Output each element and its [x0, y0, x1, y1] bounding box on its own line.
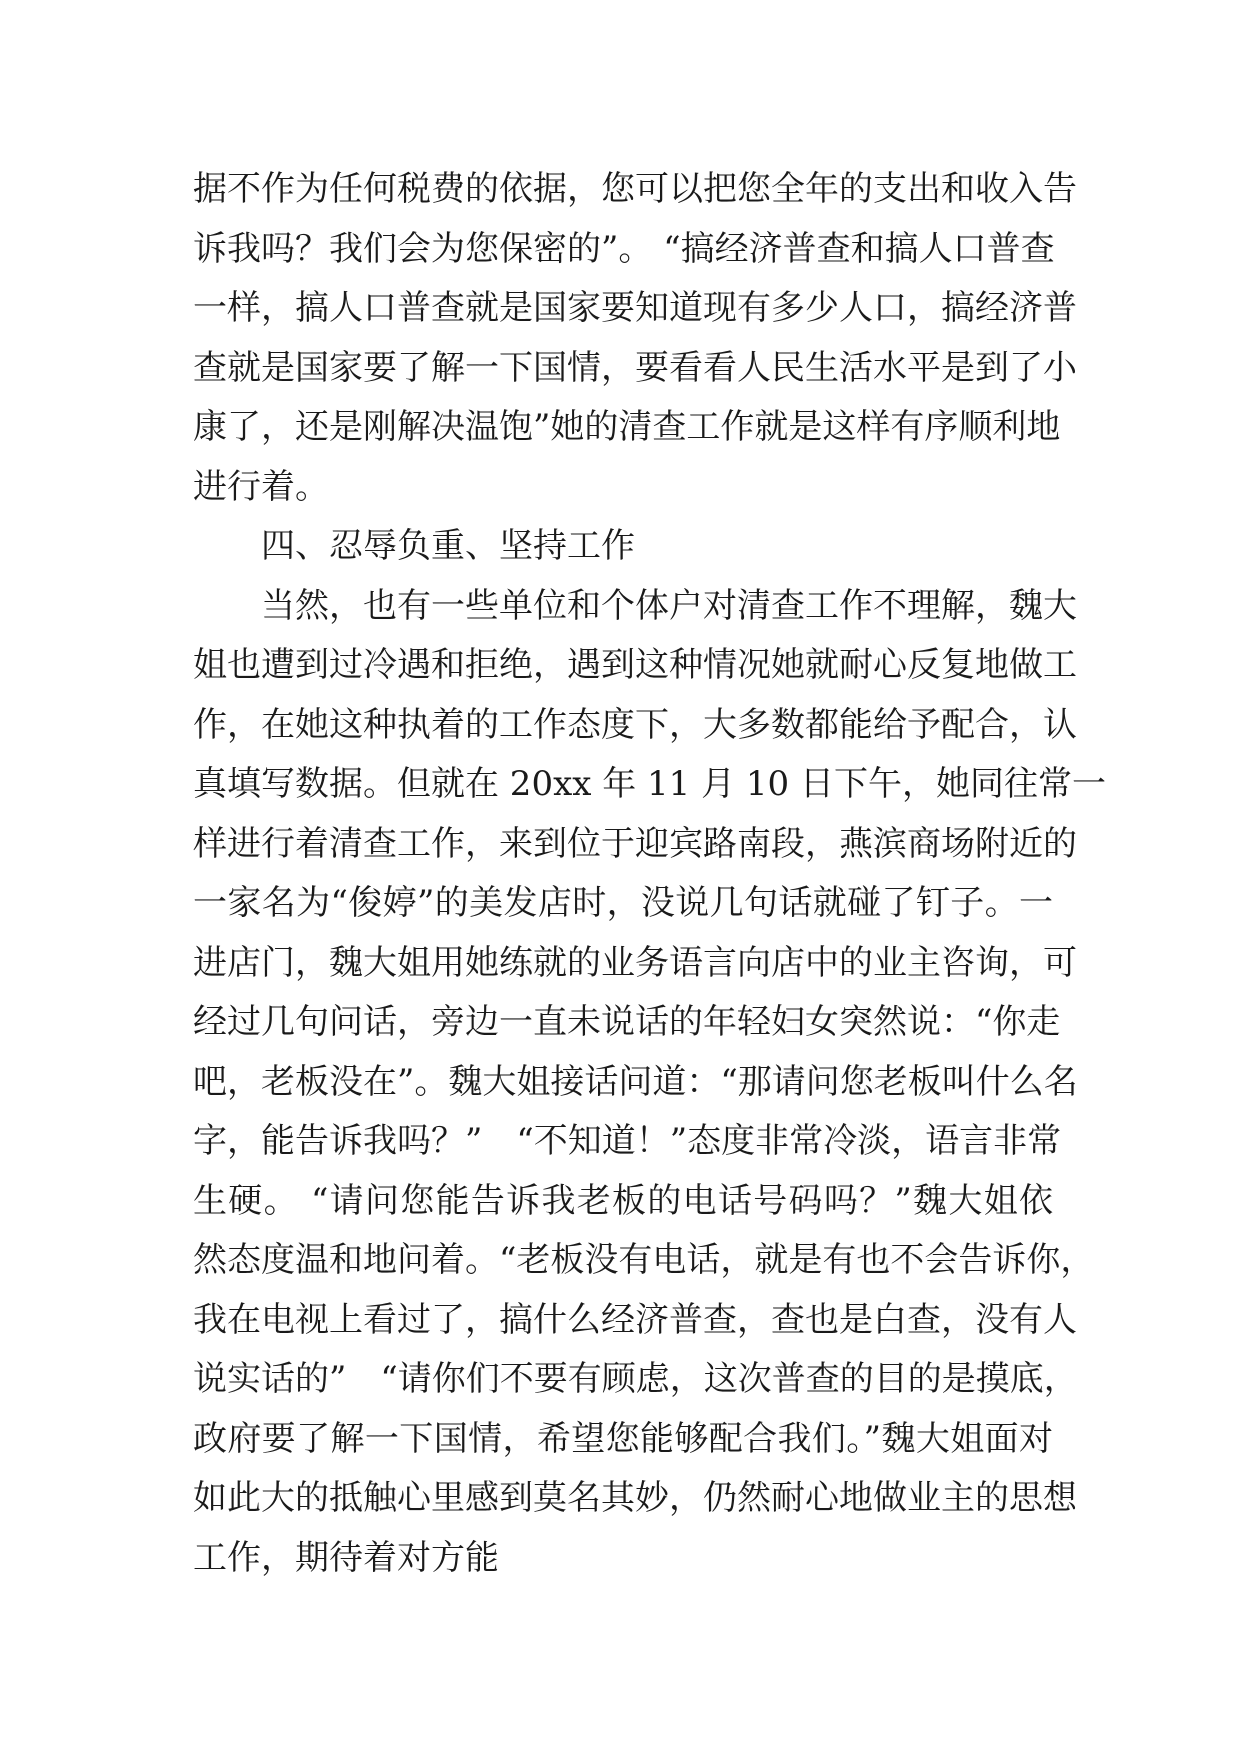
text-line: 经过几句问话，旁边一直未说话的年轻妇女突然说：“你走 [193, 1002, 1061, 1042]
text-line: 据不作为任何税费的依据，您可以把您全年的支出和收入告 [193, 169, 1077, 209]
text-line: 工作，期待着对方能 [193, 1537, 499, 1578]
text-line: 姐也遭到过冷遇和拒绝，遇到这种情况她就耐心反复地做工 [193, 645, 1077, 685]
text-line: 查就是国家要了解一下国情，要看看人民生活水平是到了小 [193, 347, 1077, 388]
text-line: 样进行着清查工作，来到位于迎宾路南段，燕滨商场附近的 [193, 823, 1077, 864]
paragraph-2 [193, 577, 1106, 1589]
text-line: 如此大的抵触心里感到莫名其妙，仍然耐心地做业主的思想 [193, 1478, 1077, 1518]
text-line: 康了，还是刚解决温饱”她的清查工作就是这样有序顺利地 [193, 407, 1061, 447]
text-line: 诉我吗？我们会为您保密的”。 “搞经济普查和搞人口普查 [193, 228, 1055, 269]
paragraph-1 [193, 160, 1077, 517]
text-line: 说实话的” “请你们不要有顾虑，这次普查的目的是摸底， [193, 1359, 1078, 1399]
section-heading: 四、忍辱负重、坚持工作 [261, 526, 635, 566]
text-line: 政府要了解一下国情，希望您能够配合我们。”魏大姐面对 [193, 1418, 1053, 1459]
text-line: 一家名为“俊婷”的美发店时，没说几句话就碰了钉子。一 [193, 883, 1053, 923]
text-line: 当然，也有一些单位和个体户对清查工作不理解，魏大 [261, 585, 1077, 626]
text-line: 一样，搞人口普查就是国家要知道现有多少人口，搞经济普 [193, 288, 1077, 328]
text-line: 作，在她这种执着的工作态度下，大多数都能给予配合，认 [193, 704, 1077, 745]
text-line: 吧，老板没在”。魏大姐接话问道：“那请问您老板叫什么名 [193, 1061, 1078, 1102]
text-line: 真填写数据。但就在 20xx 年 11 月 10 日下午，她同往常一 [193, 764, 1106, 804]
text-line: 字，能告诉我吗？” “不知道！”态度非常冷淡，语言非常 [193, 1121, 1062, 1161]
text-line: 进店门，魏大姐用她练就的业务语言向店中的业主咨询，可 [193, 942, 1077, 983]
text-line: 进行着。 [193, 466, 329, 507]
text-line: 然态度温和地问着。“老板没有电话，就是有也不会告诉你， [193, 1240, 1095, 1280]
text-line: 我在电视上看过了，搞什么经济普查，查也是白查，没有人 [193, 1299, 1077, 1340]
document-body [193, 160, 1106, 1588]
text-line: 生硬。 “请问您能告诉我老板的电话号码吗？”魏大姐依 [193, 1180, 1053, 1221]
